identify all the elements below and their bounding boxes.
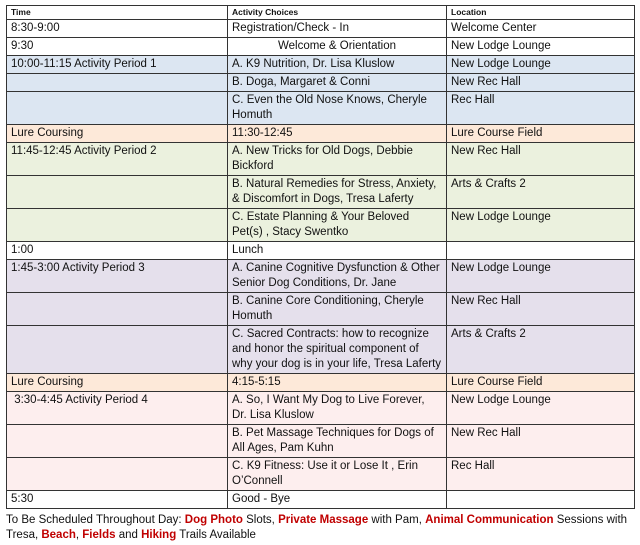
footer-highlight-beach: Beach (41, 529, 76, 541)
location-cell: Rec Hall (447, 92, 635, 125)
activity-cell: C. Even the Old Nose Knows, Cheryle Homuth (228, 92, 447, 125)
header-activity: Activity Choices (228, 6, 447, 20)
location-cell: Arts & Crafts 2 (447, 326, 635, 374)
schedule-table (6, 5, 635, 509)
time-cell: Lure Coursing (7, 374, 228, 392)
activity-cell: B. Canine Core Conditioning, Cheryle Homuth (228, 293, 447, 326)
header-time: Time (7, 6, 228, 20)
time-cell: Lure Coursing (7, 125, 228, 143)
time-cell: 1:45-3:00 Activity Period 3 (7, 260, 228, 293)
schedule-row (7, 125, 635, 143)
location-cell: New Lodge Lounge (447, 56, 635, 74)
footer-text: To Be Scheduled Throughout Day: (6, 514, 185, 526)
time-cell (7, 458, 228, 491)
location-cell: Lure Course Field (447, 374, 635, 392)
footer-text: Slots, (242, 514, 279, 526)
schedule-row (7, 458, 635, 491)
activity-cell: B. Natural Remedies for Stress, Anxiety, & Discomfort in Dogs, Tresa Laferty (228, 176, 447, 209)
time-cell (7, 326, 228, 374)
activity-cell: Lunch (228, 242, 447, 260)
time-cell: 3:30-4:45 Activity Period 4 (7, 392, 228, 425)
schedule-row (7, 143, 635, 176)
schedule-row (7, 425, 635, 458)
location-cell: New Rec Hall (447, 143, 635, 176)
activity-cell: Good - Bye (228, 491, 447, 509)
location-cell: Lure Course Field (447, 125, 635, 143)
location-cell: New Rec Hall (447, 293, 635, 326)
activity-cell: C. Sacred Contracts: how to recognize and honor the spiritual component of why your dog is in your life, Tresa Laferty (228, 326, 447, 374)
schedule-row (7, 56, 635, 74)
activity-cell: C. Estate Planning & Your Beloved Pet(s) , Stacy Swentko (228, 209, 447, 242)
schedule-row (7, 242, 635, 260)
time-cell (7, 74, 228, 92)
location-cell: Arts & Crafts 2 (447, 176, 635, 209)
time-cell: 11:45-12:45 Activity Period 2 (7, 143, 228, 176)
activity-cell: C. K9 Fitness: Use it or Lose It , Erin O’Connell (228, 458, 447, 491)
location-cell: New Rec Hall (447, 74, 635, 92)
activity-cell: B. Pet Massage Techniques for Dogs of All Ages, Pam Kuhn (228, 425, 447, 458)
activity-cell: A. So, I Want My Dog to Live Forever, Dr. Lisa Kluslow (228, 392, 447, 425)
schedule-row (7, 293, 635, 326)
time-cell (7, 209, 228, 242)
activity-cell: A. New Tricks for Old Dogs, Debbie Bickford (228, 143, 447, 176)
location-cell: Rec Hall (447, 458, 635, 491)
schedule-row (7, 38, 635, 56)
header-row (7, 6, 635, 20)
footer-text: Sessions with Tresa, (6, 514, 628, 541)
location-cell: New Lodge Lounge (447, 38, 635, 56)
activity-cell: A. K9 Nutrition, Dr. Lisa Kluslow (228, 56, 447, 74)
schedule-row (7, 74, 635, 92)
time-cell: 5:30 (7, 491, 228, 509)
schedule-row (7, 392, 635, 425)
activity-cell: 4:15-5:15 (228, 374, 447, 392)
time-cell: 8:30-9:00 (7, 20, 228, 38)
footer-text: , (75, 529, 83, 541)
footer-highlight-private-massage: Private Massage (278, 514, 369, 526)
header-location: Location (447, 6, 635, 20)
schedule-row (7, 374, 635, 392)
footer-text: Trails Available (176, 529, 256, 541)
footer-highlight-animal-communication: Animal Communication (425, 514, 554, 526)
time-cell (7, 92, 228, 125)
time-cell (7, 176, 228, 209)
activity-cell: A. Canine Cognitive Dysfunction & Other Senior Dog Conditions, Dr. Jane (228, 260, 447, 293)
activity-cell: Registration/Check - In (228, 20, 447, 38)
location-cell (447, 242, 635, 260)
schedule-row (7, 176, 635, 209)
location-cell: New Rec Hall (447, 425, 635, 458)
location-cell: New Lodge Lounge (447, 209, 635, 242)
schedule-row (7, 326, 635, 374)
time-cell: 1:00 (7, 242, 228, 260)
schedule-row (7, 260, 635, 293)
activity-cell: B. Doga, Margaret & Conni (228, 74, 447, 92)
time-cell (7, 425, 228, 458)
footer-text: with Pam, (368, 514, 426, 526)
location-cell: Welcome Center (447, 20, 635, 38)
footer-highlight-dog-photo: Dog Photo (184, 514, 243, 526)
location-cell: New Lodge Lounge (447, 260, 635, 293)
footer-highlight-fields: Fields (82, 529, 116, 541)
time-cell (7, 293, 228, 326)
schedule-row (7, 92, 635, 125)
footer-note (6, 513, 636, 543)
location-cell: New Lodge Lounge (447, 392, 635, 425)
schedule-row (7, 20, 635, 38)
activity-cell: Welcome & Orientation (228, 38, 447, 56)
schedule-row (7, 209, 635, 242)
time-cell: 10:00-11:15 Activity Period 1 (7, 56, 228, 74)
footer-text: and (115, 529, 142, 541)
schedule-row (7, 491, 635, 509)
time-cell: 9:30 (7, 38, 228, 56)
footer-highlight-hiking: Hiking (141, 529, 177, 541)
activity-cell: 11:30-12:45 (228, 125, 447, 143)
location-cell (447, 491, 635, 509)
